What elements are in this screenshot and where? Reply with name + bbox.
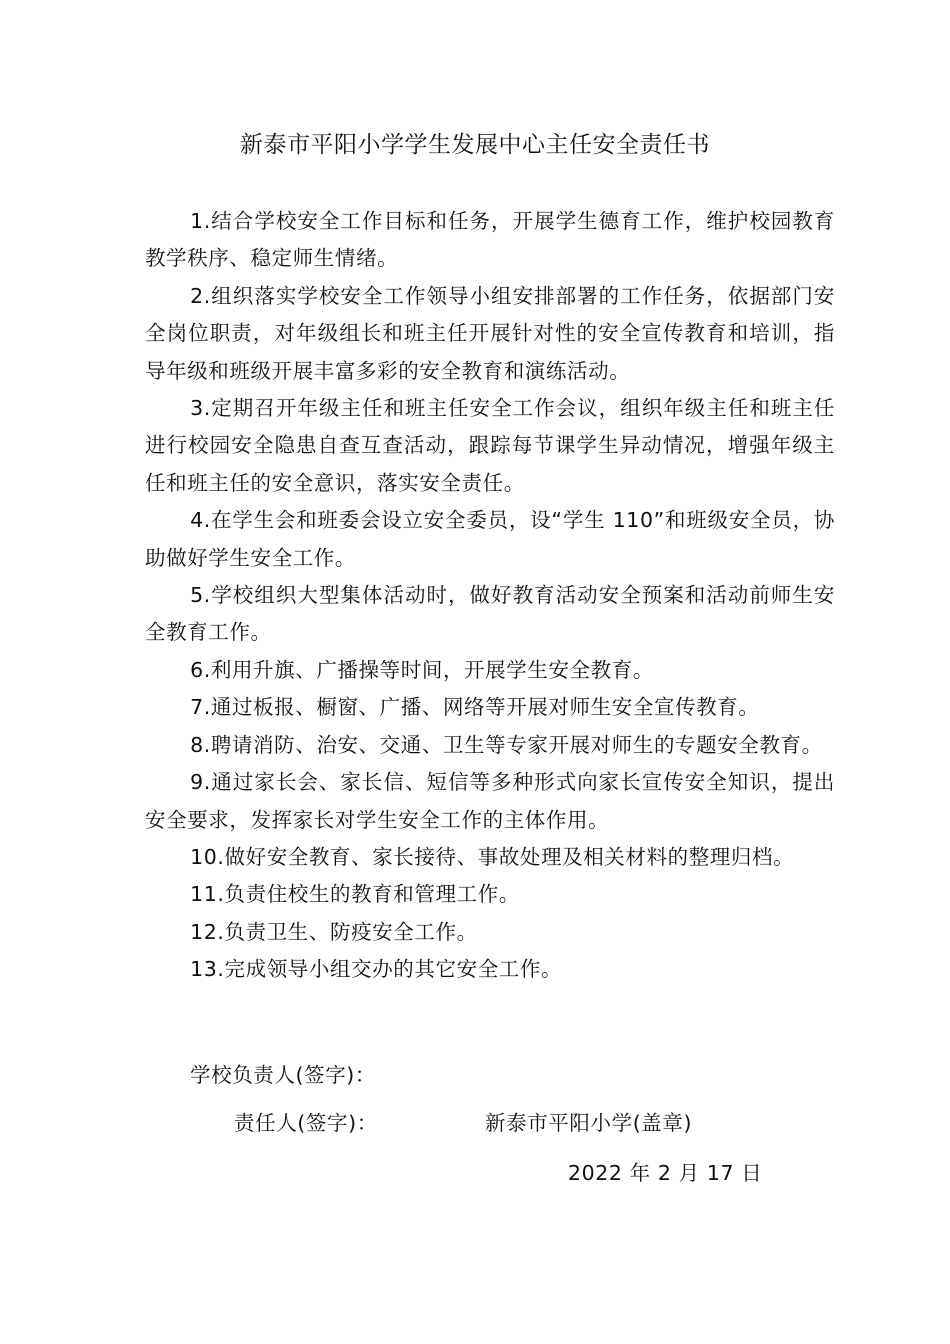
clause-11: 11.负责住校生的教育和管理工作。	[190, 882, 520, 907]
clause-8: 8.聘请消防、治安、交通、卫生等专家开展对师生的专题安全教育。	[190, 732, 823, 757]
document-title: 新泰市平阳小学学生发展中心主任安全责任书	[240, 132, 710, 158]
clause-4: 4.在学生会和班委会设立安全委员，设“学生 110”和班级安全员，协助做好学生安全工作。	[145, 508, 835, 570]
clause-5: 5.学校组织大型集体活动时，做好教育活动安全预案和活动前师生安全教育工作。	[145, 583, 835, 645]
school-seal-label: 新泰市平阳小学(盖章)	[485, 1111, 693, 1135]
clause-1: 1.结合学校安全工作目标和任务，开展学生德育工作，维护校园教育教学秩序、稳定师生情绪。	[145, 209, 835, 271]
school-leader-signature-label: 学校负责人(签字)：	[190, 1063, 376, 1087]
clause-6: 6.利用升旗、广播操等时间，开展学生安全教育。	[190, 657, 654, 682]
clause-7: 7.通过板报、橱窗、广播、网络等开展对师生安全宣传教育。	[190, 695, 760, 720]
clause-2: 2.组织落实学校安全工作领导小组安排部署的工作任务，依据部门安全岗位职责，对年级组长和班主任开展针对性的安全宣传教育和培训，指导年级和班级开展丰富多彩的安全教育和演练活动。	[145, 283, 835, 383]
clause-12: 12.负责卫生、防疫安全工作。	[190, 919, 478, 944]
clause-10: 10.做好安全教育、家长接待、事故处理及相关材料的整理归档。	[190, 844, 795, 869]
document-body	[145, 203, 835, 989]
document-date: 2022 年 2 月 17 日	[568, 1161, 763, 1185]
clause-9: 9.通过家长会、家长信、短信等多种形式向家长宣传安全知识，提出安全要求，发挥家长对学生安全工作的主体作用。	[145, 770, 835, 832]
clause-13: 13.完成领导小组交办的其它安全工作。	[190, 957, 563, 982]
responsible-person-signature-label: 责任人(签字)：	[234, 1111, 378, 1135]
clause-3: 3.定期召开年级主任和班主任安全工作会议，组织年级主任和班主任进行校园安全隐患自查互查活动，跟踪每节课学生异动情况，增强年级主任和班主任的安全意识，落实安全责任。	[145, 396, 835, 495]
